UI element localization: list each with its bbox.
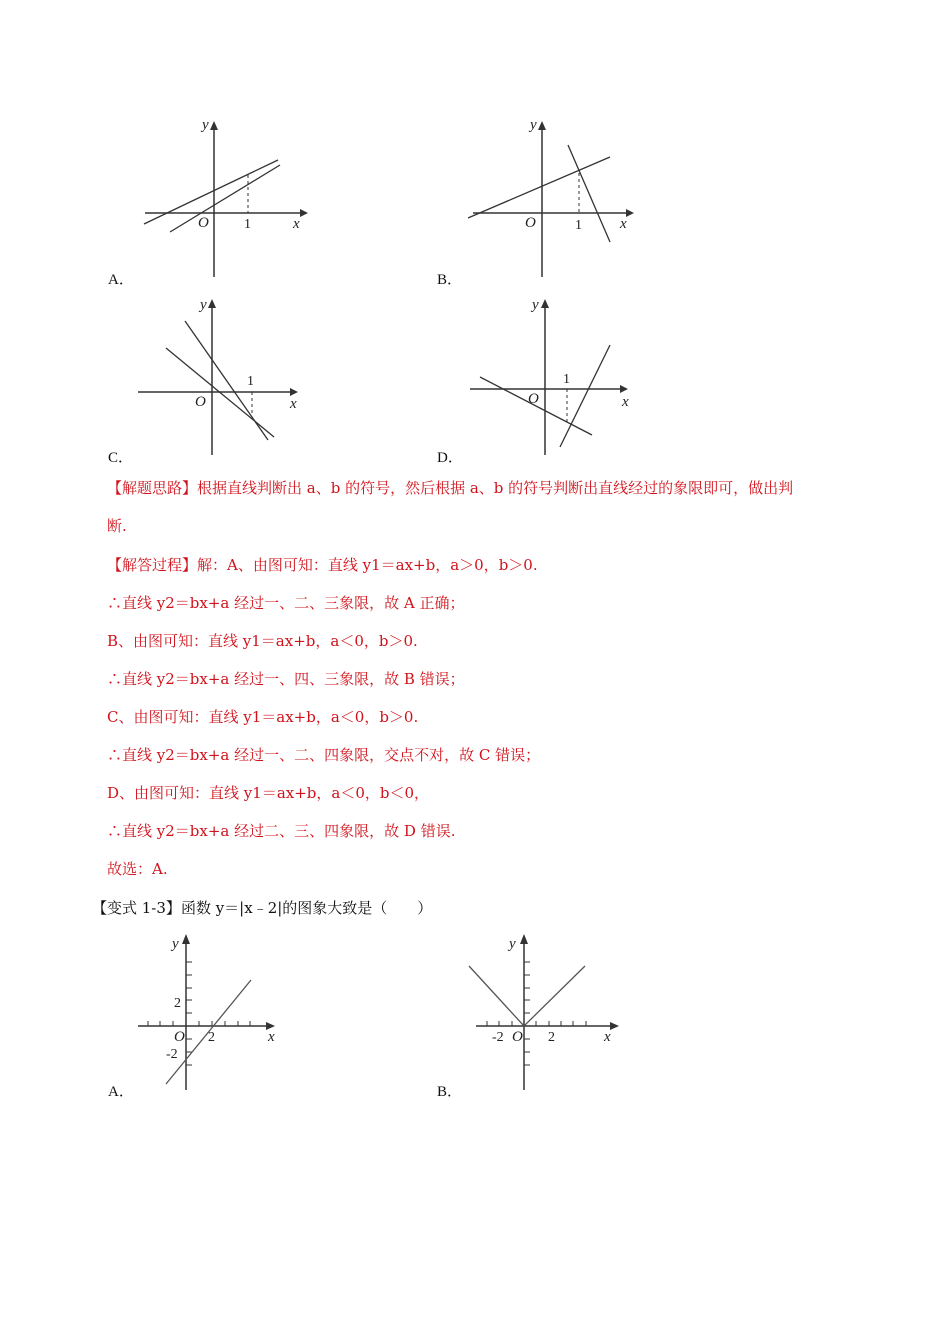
- solution-line-4: ∴直线 y2＝bx+a 经过一、四、三象限，故 B 错误；: [107, 670, 465, 688]
- solution-line-5: C、由图可知：直线 y1＝ax+b，a＜0，b＞0.: [107, 708, 419, 726]
- svg-text:O: O: [528, 391, 539, 407]
- option-d-label: D．: [437, 450, 463, 466]
- solution-process-line-1: 【解答过程】解：A、由图可知：直线 y1＝ax+b，a＞0，b＞0.: [107, 556, 538, 574]
- svg-text:2: 2: [208, 1030, 215, 1045]
- solution-line-2: ∴直线 y2＝bx+a 经过一、二、三象限，故 A 正确；: [107, 594, 465, 612]
- svg-text:O: O: [525, 215, 536, 231]
- solution-line-6: ∴直线 y2＝bx+a 经过一、二、四象限，交点不对，故 C 错误；: [107, 746, 541, 764]
- graph-a: [140, 115, 310, 285]
- svg-text:x: x: [268, 1029, 275, 1045]
- svg-text:1: 1: [563, 372, 570, 387]
- option-bottom-b-label: B．: [437, 1084, 463, 1100]
- svg-text:x: x: [293, 216, 300, 232]
- svg-text:y: y: [532, 297, 539, 313]
- solution-line-7: D、由图可知：直线 y1＝ax+b，a＜0，b＜0，: [107, 784, 430, 802]
- svg-text:y: y: [509, 936, 516, 952]
- solution-line-9: 故选：A.: [107, 860, 168, 878]
- solution-line-3: B、由图可知：直线 y1＝ax+b，a＜0，b＞0.: [107, 632, 418, 650]
- svg-text:2: 2: [174, 996, 181, 1011]
- graph-c: [138, 293, 308, 463]
- graph-bottom-a: [138, 928, 288, 1093]
- svg-text:1: 1: [244, 217, 251, 232]
- variant-question-text: 函数 y＝|x﹣2|的图象大致是（ ）: [180, 899, 433, 917]
- svg-text:-2: -2: [492, 1030, 504, 1045]
- svg-text:O: O: [512, 1029, 523, 1045]
- svg-text:y: y: [202, 117, 209, 133]
- svg-text:y: y: [200, 297, 207, 313]
- graph-b: [468, 115, 638, 285]
- svg-text:y: y: [530, 117, 537, 133]
- variant-tag: 【变式 1-3】: [92, 899, 181, 917]
- svg-text:x: x: [290, 396, 297, 412]
- option-a-label: A．: [108, 272, 134, 288]
- variant-question: [92, 897, 432, 918]
- svg-text:O: O: [174, 1029, 185, 1045]
- svg-text:1: 1: [247, 374, 254, 389]
- option-b-label: B．: [437, 272, 463, 288]
- svg-text:1: 1: [575, 218, 582, 233]
- solution-line-8: ∴直线 y2＝bx+a 经过二、三、四象限，故 D 错误.: [107, 822, 456, 840]
- svg-text:O: O: [195, 394, 206, 410]
- idea-text-1: 根据直线判断出 a、b 的符号，然后根据 a、b 的符号判断出直线经过的象限即可，做出判: [197, 479, 794, 497]
- option-bottom-a-label: A．: [108, 1084, 134, 1100]
- svg-text:2: 2: [548, 1030, 555, 1045]
- solution-idea-line-2: 断.: [107, 517, 127, 535]
- svg-text:y: y: [172, 936, 179, 952]
- svg-text:x: x: [620, 216, 627, 232]
- svg-text:O: O: [198, 215, 209, 231]
- process-tag: 【解答过程】: [107, 556, 198, 574]
- svg-text:x: x: [604, 1029, 611, 1045]
- graph-d: [470, 293, 640, 463]
- solution-idea-line-1: [107, 477, 793, 498]
- svg-text:-2: -2: [166, 1047, 178, 1062]
- graph-bottom-b: [466, 928, 626, 1093]
- svg-text:x: x: [622, 394, 629, 410]
- idea-tag: 【解题思路】: [107, 479, 198, 497]
- option-c-label: C．: [108, 450, 134, 466]
